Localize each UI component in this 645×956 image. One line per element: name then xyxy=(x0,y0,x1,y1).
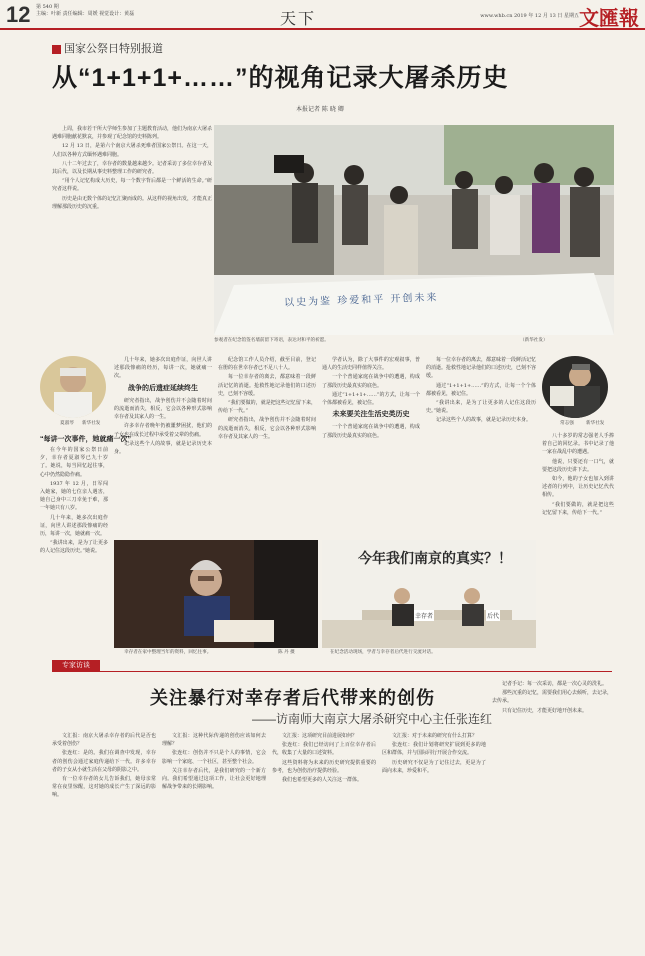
paragraph: 八十多岁的常志强老人手捧着自己的回忆录。书中记录了他一家在战乱中的遭遇。 xyxy=(542,433,614,456)
paragraph: 张连红：我们已经访问了上百位幸存者后代，收集了大量的口述资料。 xyxy=(272,742,376,757)
paragraph: 纪念馆工作人员介绍，截至目前，登记在册的在世幸存者已不足八十人。 xyxy=(218,357,316,372)
paragraph: 我们也希望更多的人关注这一群体。 xyxy=(282,777,363,784)
paragraph: “我们要做的，就是把这些记忆留下来，传给下一代。” xyxy=(542,501,614,516)
section-subheading: 未来要关注生活史类历史 xyxy=(332,411,410,419)
photo-bottom-left-caption: 幸存者在家中整理当年的资料，回忆往事。 xyxy=(124,650,212,655)
paragraph: 1937 年 12 月，日军闯入她家，她的七位亲人遇害，她自己身中三刀幸免于难，那一年她只有八岁。 xyxy=(40,480,108,512)
text-column-2 xyxy=(114,356,212,534)
paragraph: 张连红：我们计划将研究扩展到更多的地区和群体，并与国际同行开展合作交流。 xyxy=(382,742,486,757)
interview-headline: 关注暴行对幸存者后代带来的创伤 xyxy=(150,688,435,708)
portrait-right-image xyxy=(542,356,608,418)
paragraph: 记录这些个人的故事，就是记录历史本身。 xyxy=(436,417,532,424)
paragraph: 关注幸存者后代，是我们研究的一个新方向。我们希望通过这项工作，让社会更好地理解战争带来的长期影响。 xyxy=(162,767,266,791)
main-headline: 从“1+1+1+……”的视角记录大屠杀历史 xyxy=(52,64,509,92)
paragraph: “我讲出来，是为了让更多的人记住这段历史。”她说。 xyxy=(426,400,536,415)
interview-column-4 xyxy=(382,732,486,950)
date-meta: www.whb.cn 2019 年 12 月 13 日 星期五 xyxy=(480,13,579,19)
photo-bottom-right-caption: 在纪念活动现场，学者与幸存者后代进行交流对话。 xyxy=(330,650,436,655)
paragraph: 通过“1+1+1+……”的方式，让每一个个体都被看见，被记住。 xyxy=(322,391,420,407)
paragraph: “我们要做的，就是把这些记忆留下来，传给下一代。” xyxy=(218,400,316,415)
lede-paragraph: 上周，我市若干所大学师生参加了主题教育活动，他们为南京大屠杀遇难同胞献花默哀，并参观了纪念馆的史料陈列。 xyxy=(52,126,212,141)
section-title: 天下 xyxy=(280,9,317,28)
paragraph: 几十年来，她多次出庭作证，向世人讲述那段惨痛的经历，每讲一次，她就痛一次。 xyxy=(114,357,212,380)
page-header xyxy=(0,0,645,30)
portrait-right xyxy=(542,356,608,418)
paragraph: 那些沉重的记忆，需要我们用心去倾听，去记录，去传承。 xyxy=(492,690,612,705)
paragraph: 通过“1+1+1+……”的方式，让每一个个体都被看见，被记住。 xyxy=(426,382,536,397)
portrait-right-caption: 常志强 xyxy=(560,421,574,426)
interview-subheadline: ——访南师大南京大屠杀研究中心主任张连红 xyxy=(252,712,493,726)
paragraph: 只有记住历史，才能更好地开创未来。 xyxy=(502,707,588,714)
paragraph: 在今年的国家公祭日前夕，幸存者夏淑琴已九十岁了。她说，每当回忆起往事，心中仍然隐隐作痛。 xyxy=(40,447,108,478)
photo-bottom-left-image xyxy=(114,540,318,648)
paragraph: 每一位幸存者的离去，都意味着一段鲜活记忆的消逝。抢救性地记录他们的口述历史，已刻不容缓。 xyxy=(426,357,536,380)
section-subheading: 战争的后遗症延续终生 xyxy=(128,384,198,392)
portrait-right-credit: 新华社发 xyxy=(586,421,605,426)
byline: 本报记者 陈 晓 卿 xyxy=(296,106,344,113)
paragraph: 一个个普通家庭在战争中的遭遇，构成了那段历史最真实的底色。 xyxy=(322,424,420,439)
paragraph: 这些资料将为未来的历史研究提供重要的参考，也为创伤治疗提供经验。 xyxy=(272,759,376,774)
paragraph: “我讲出来，是为了让更多的人记住这段历史。”她说。 xyxy=(40,540,108,555)
portrait-left xyxy=(40,356,106,418)
text-column-6 xyxy=(542,432,614,654)
text-column-4 xyxy=(322,356,420,534)
special-report-tag xyxy=(52,40,163,56)
newspaper-logo: 文匯報 xyxy=(579,6,639,30)
portrait-left-credit: 新华社发 xyxy=(82,421,101,426)
paragraph: 张连红：是的。我们在调查中发现，幸存者的创伤会通过家庭传递给下一代。许多幸存者的子女从小就生活在父母的阴影之中。 xyxy=(52,750,156,773)
paragraph: 许多幸存者晚年仍被噩梦困扰，他们的子女也在成长过程中承受着父辈的伤痛。 xyxy=(114,423,212,438)
interview-column-5 xyxy=(492,680,612,950)
section-rule xyxy=(52,671,612,672)
photo-banner: 以史为鉴 珍爱和平 开创未来 xyxy=(283,292,439,309)
paragraph: 如今，他的子女也加入到讲述者的行列中，让历史记忆代代相传。 xyxy=(542,476,614,499)
portrait-left-image xyxy=(40,356,106,418)
paragraph: 研究者指出，战争创伤并不会随着时间的流逝而消失，相反，它会以各种形式影响幸存者及其家人的一生。 xyxy=(114,397,212,421)
photo-bottom-left xyxy=(114,540,318,648)
interview-column-3 xyxy=(272,732,376,950)
tag-square-icon xyxy=(52,45,61,54)
table-sign-right: 后代 xyxy=(486,610,500,621)
interview-column-2 xyxy=(162,732,266,950)
main-photo-caption: 参观者在纪念馆签名墙前留下寄语，表达对和平的祈愿。 xyxy=(214,338,329,343)
lede-paragraph: 历史是由无数个体的记忆汇聚而成的。从这样的视角出发，才能真正理解那段历史的沉重。 xyxy=(52,195,212,210)
photo-bottom-left-credit: 陈 丹 摄 xyxy=(278,650,295,655)
interview-column-1 xyxy=(52,732,156,950)
main-photo xyxy=(214,125,614,335)
paragraph: 每一位幸存者的离去，都意味着一段鲜活记忆的消逝。抢救性地记录他们的口述历史，已刻不容缓。 xyxy=(218,374,316,397)
lede-paragraph: 八十二年过去了，幸存者的数量越来越少。记者采访了多位幸存者及其后代，以及长期从事史料整理工作的研究者。 xyxy=(52,160,212,176)
portrait-left-caption: 夏淑琴 xyxy=(60,421,74,426)
lede-paragraph: “用个人记忆构成大历史，每一个数字背后都是一个鲜活的生命。”研究者这样说。 xyxy=(52,178,212,193)
pull-quote: “每讲一次事件，她就痛一次” xyxy=(40,436,131,443)
paragraph: 研究者指出，战争创伤并不会随着时间的流逝而消失，相反，它会以各种形式影响幸存者及其家人的一生。 xyxy=(218,417,316,440)
lede-column xyxy=(52,125,212,335)
paragraph: 张连红：创伤并不只是个人的事情，它会影响一个家庭、一个社区，甚至整个社会。 xyxy=(162,750,266,765)
page-number: 12 xyxy=(6,2,31,27)
tag-label: 国家公祭日特别报道 xyxy=(64,43,163,55)
paragraph: 有一位幸存者的女儿告诉我们，她母亲常常在夜里惊醒，这对她的成长产生了深远的影响。 xyxy=(52,776,156,799)
paragraph: 文汇报：这项研究目前进展如何？ xyxy=(282,733,358,739)
paragraph: 学者认为，除了大事件的宏观叙事，普通人的生活史同样值得关注。 xyxy=(322,357,420,372)
paragraph: 文汇报：南京大屠杀幸存者的后代是否也承受着创伤？ xyxy=(52,733,156,748)
photo-bottom-right xyxy=(322,540,536,648)
text-column-5 xyxy=(426,356,536,534)
paragraph: 一个个普通家庭在战争中的遭遇，构成了那段历史最真实的底色。 xyxy=(322,374,420,389)
lede-paragraph: 12 月 13 日，是第六个南京大屠杀死难者国家公祭日。在这一天，人们以各种方式缅怀遇难同胞。 xyxy=(52,143,212,158)
issue-meta-line2: 主编：叶新 责任编辑：周媛 视觉设计：黄磊 xyxy=(36,11,135,17)
text-column-1 xyxy=(40,446,108,654)
expert-interview-label: 专家访谈 xyxy=(52,660,100,671)
event-banner: 今年我们南京的真实？！ xyxy=(358,551,512,567)
paragraph: 记录这些个人的故事，就是记录历史本身。 xyxy=(114,440,212,456)
paragraph: 他说，只要还有一口气，就要把这段历史讲下去。 xyxy=(542,458,614,473)
paragraph: 文汇报：对于未来的研究有什么打算？ xyxy=(392,733,478,739)
paragraph: 文汇报：这种代际传递的创伤应该如何去理解？ xyxy=(162,733,266,748)
table-sign-left: 幸存者 xyxy=(414,610,434,621)
paragraph: 历史研究不仅是为了记住过去，更是为了面向未来，珍爱和平。 xyxy=(382,759,486,774)
issue-meta-line1: 第 540 期 xyxy=(36,4,59,10)
paragraph: 几十年来，她多次出庭作证，向世人讲述那段惨痛的经历，每讲一次，她就痛一次。 xyxy=(40,514,108,538)
main-photo-credit: （新华社发） xyxy=(520,338,548,343)
paragraph: 记者手记：每一次采访，都是一次心灵的洗礼。 xyxy=(502,681,608,687)
issue-meta xyxy=(36,4,134,18)
text-column-3 xyxy=(218,356,316,534)
